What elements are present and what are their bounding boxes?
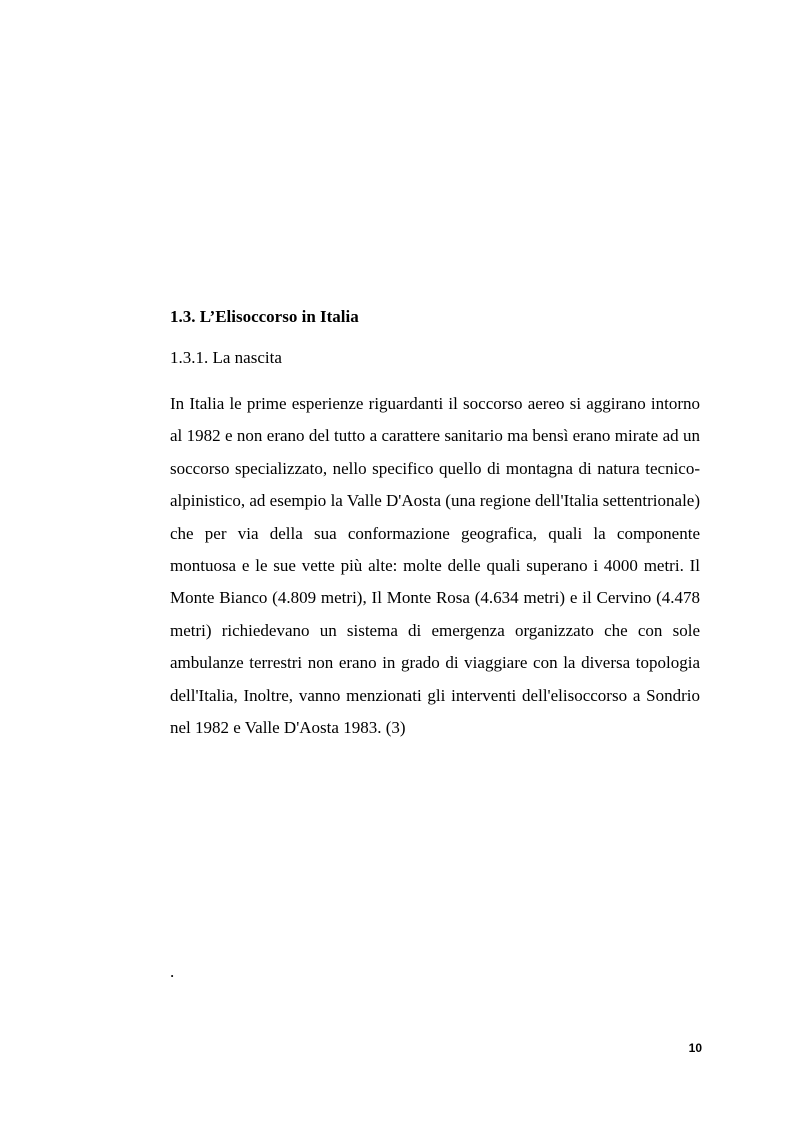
subsection-title: 1.3.1. La nascita <box>170 348 282 367</box>
footnote-mark: . <box>170 962 175 981</box>
section-title: 1.3. L’Elisoccorso in Italia <box>170 307 359 326</box>
page-number: 10 <box>688 1041 702 1055</box>
body-paragraph: In Italia le prime esperienze riguardanti il soccorso aereo si aggirano intorno al 1982 e non erano del tutto a carattere sanitario ma bensì erano mirate ad un soccorso specializzato, nello specifico quello di montagna di natura tecnico-alpinistico, ad esempio la Valle D'Aosta (una regione dell'Italia settentrionale) che per via della sua conformazione geografica, quali la componente montuosa e le sue vette più alte: molte delle quali superano i 4000 metri. Il Monte Bianco (4.809 metri), Il Monte Rosa (4.634 metri) e il Cervino (4.478 metri) richiedevano un sistema di emergenza organizzato che con sole ambulanze terrestri non erano in grado di viaggiare con la diversa topologia dell'Italia, Inoltre, vanno menzionati gli interventi dell'elisoccorso a Sondrio nel 1982 e Valle D'Aosta 1983. (3) <box>170 394 700 738</box>
